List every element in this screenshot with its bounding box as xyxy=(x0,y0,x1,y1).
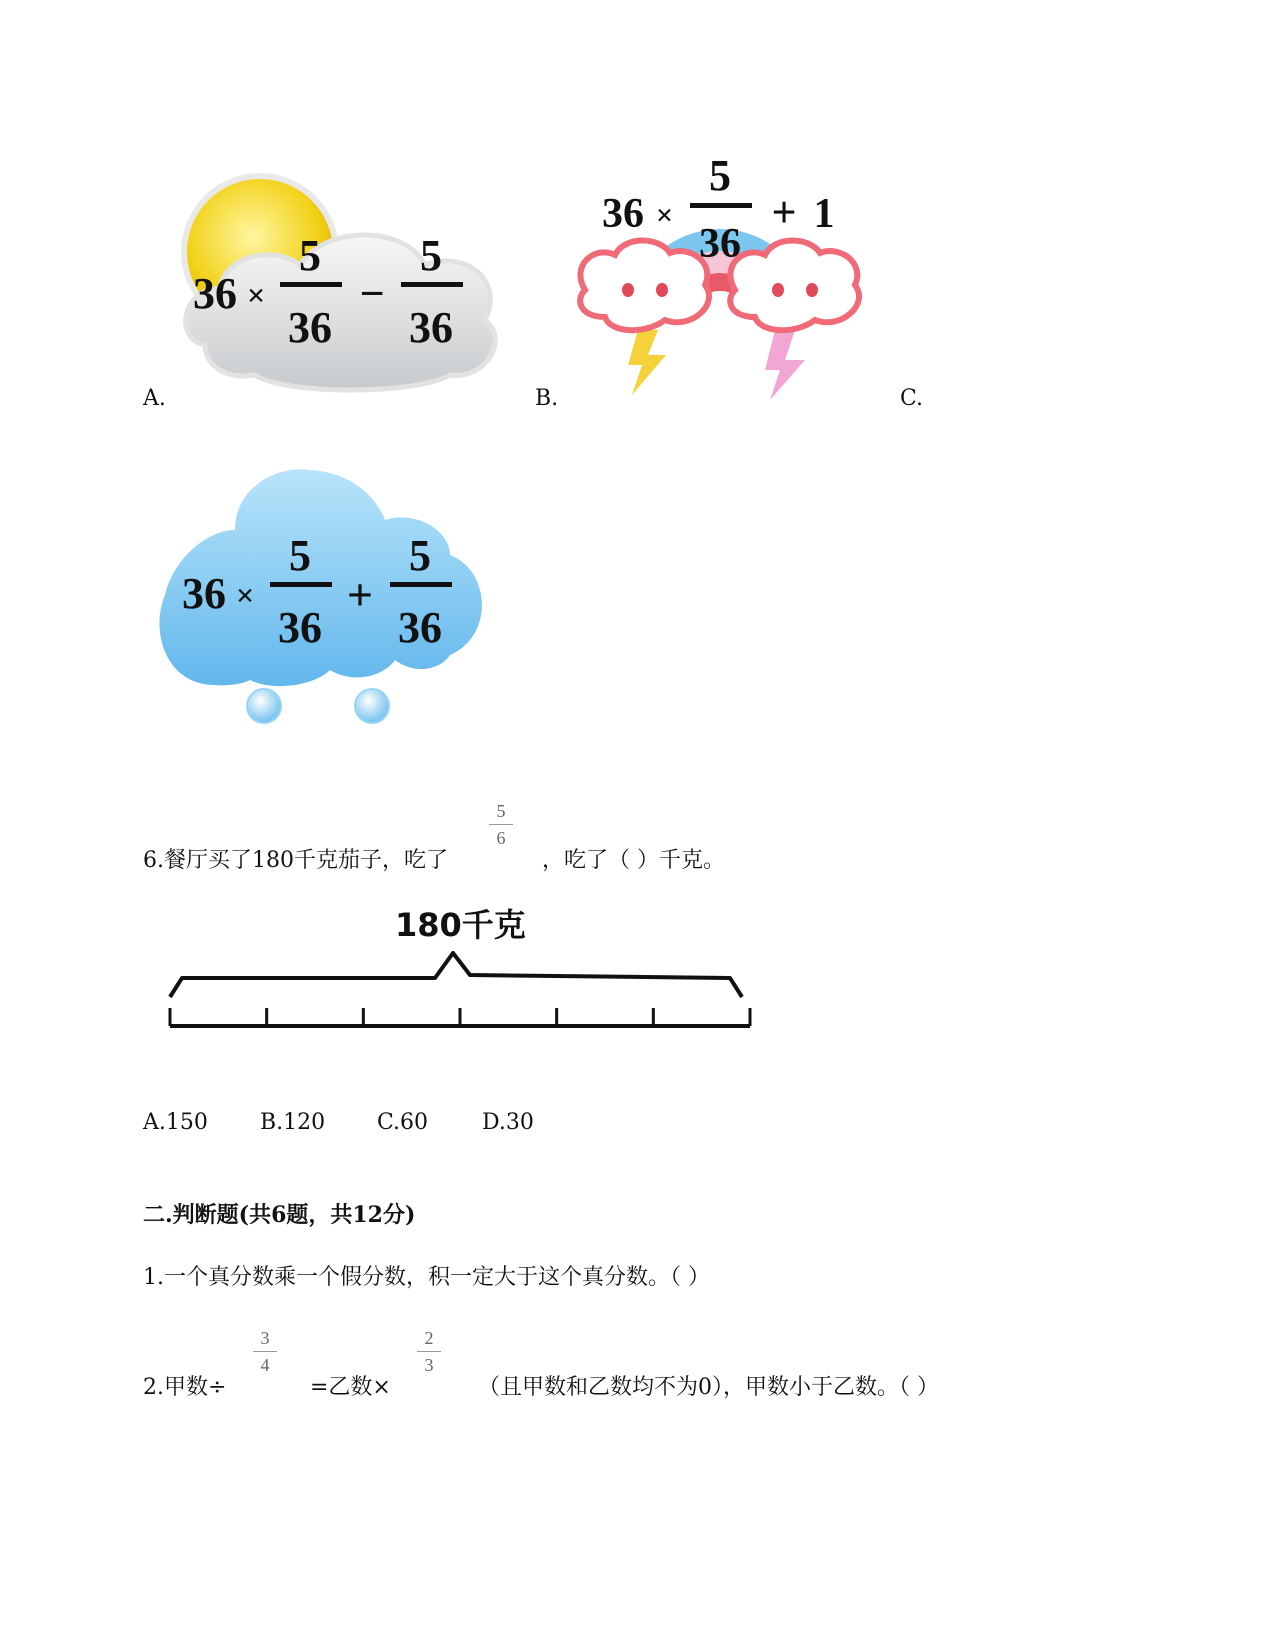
svg-text:×: × xyxy=(236,577,255,613)
choice-d: D.30 xyxy=(482,1110,534,1135)
option-b-image xyxy=(570,145,870,405)
q6-fraction: 5 6 xyxy=(486,800,516,849)
raindrop-icon xyxy=(355,689,389,723)
option-c-image xyxy=(150,460,490,735)
judge-q1: 1.一个真分数乘一个假分数，积一定大于这个真分数。（ ） xyxy=(143,1265,710,1290)
section-title: 二.判断题(共6题，共12分) xyxy=(143,1202,416,1228)
svg-text:36: 36 xyxy=(409,303,453,352)
svg-text:36: 36 xyxy=(398,603,442,652)
svg-text:5: 5 xyxy=(409,531,431,580)
segment-diagram xyxy=(160,945,760,1040)
svg-text:36: 36 xyxy=(288,303,332,352)
q6-text-before: 6.餐厅买了180千克茄子，吃了 xyxy=(143,848,448,873)
option-b-label: B. xyxy=(535,386,559,411)
svg-text:5: 5 xyxy=(709,151,731,200)
svg-text:+: + xyxy=(346,569,374,620)
raindrop-icon xyxy=(247,689,281,723)
svg-text:×: × xyxy=(656,199,674,232)
judge-q2-fraction2: 2 3 xyxy=(414,1327,444,1376)
lightning-icon xyxy=(628,330,666,395)
svg-text:+: + xyxy=(771,188,797,237)
diagram-brace xyxy=(170,953,742,997)
svg-text:36: 36 xyxy=(602,191,644,237)
judge-q2-part3: （且甲数和乙数均不为0），甲数小于乙数。（ ） xyxy=(478,1375,939,1400)
svg-text:36: 36 xyxy=(699,221,741,267)
choice-b: B.120 xyxy=(260,1110,326,1135)
svg-text:−: − xyxy=(359,269,385,318)
cloud-icon xyxy=(580,241,709,331)
choice-a: A.150 xyxy=(143,1110,208,1135)
svg-text:5: 5 xyxy=(420,231,442,280)
svg-text:36: 36 xyxy=(193,269,237,318)
svg-text:5: 5 xyxy=(299,231,321,280)
svg-text:×: × xyxy=(247,277,266,313)
q6-text-after: ，吃了（ ）千克。 xyxy=(542,848,725,873)
judge-q2-part1: 2.甲数÷ xyxy=(143,1375,227,1400)
choice-c: C.60 xyxy=(377,1110,429,1135)
lightning-icon xyxy=(765,330,805,400)
svg-text:36: 36 xyxy=(278,603,322,652)
diagram-total-label: 180千克 xyxy=(395,906,526,944)
cloud-icon xyxy=(730,241,859,331)
option-a-image xyxy=(165,170,510,395)
svg-text:1: 1 xyxy=(813,191,835,237)
svg-text:5: 5 xyxy=(289,531,311,580)
option-c-label: C. xyxy=(900,386,924,411)
option-a-label: A. xyxy=(143,386,166,411)
judge-q2-fraction1: 3 4 xyxy=(250,1327,280,1376)
judge-q2-part2: =乙数× xyxy=(310,1375,391,1400)
svg-text:36: 36 xyxy=(182,569,226,618)
